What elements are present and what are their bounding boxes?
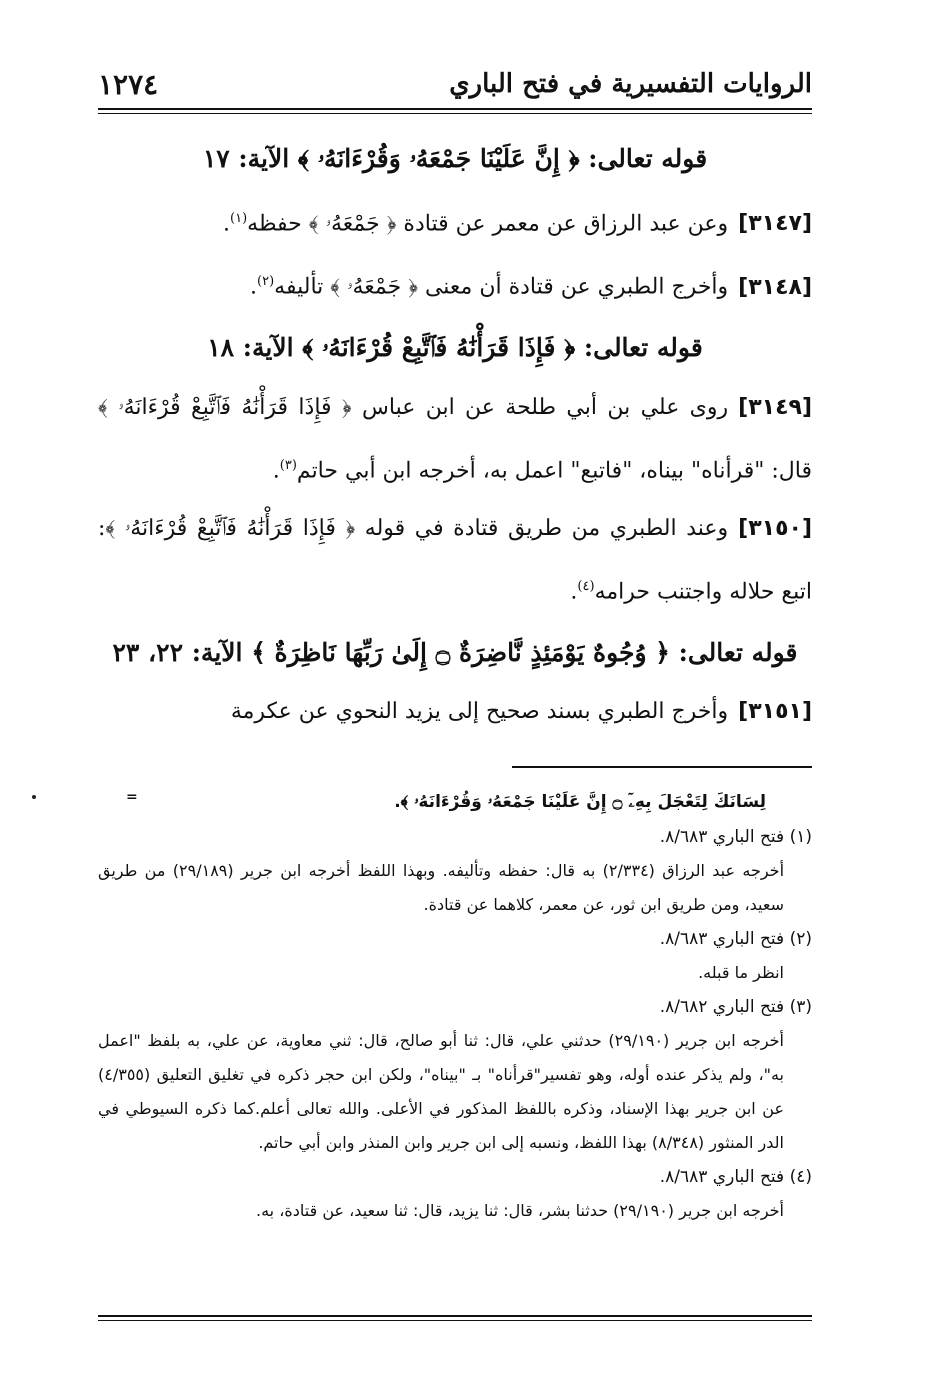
narration: [98, 683, 812, 741]
footnote-ref[interactable]: (٢): [257, 274, 275, 290]
narration-number: [٣١٥٠]: [738, 515, 812, 541]
narration-text: روى علي بن أبي طلحة عن ابن عباس ﴿ فَإِذَا قَرَأْنَٰهُ فَٱتَّبِعْ قُرْءَانَهُۥ ﴾ قال: "قرأناه" بيناه، "فاتبع" اعمل به، أخرجه ابن أبي حاتم: [98, 394, 812, 483]
footnotes: [98, 784, 812, 1228]
footnote-ayah-continuation: لِسَانَكَ لِتَعْجَلَ بِهِۦٓ ۝ إِنَّ عَلَيْنَا جَمْعَهُۥ وَقُرْءَانَهُۥ ﴾.: [394, 792, 766, 812]
footnote-source: (٤) فتح الباري ٨/٦٨٣.: [659, 1167, 812, 1187]
footnote-ref[interactable]: (١): [230, 211, 248, 226]
section-heading: قوله تعالى: ﴿ فَإِذَا قَرَأْنَٰهُ فَٱتَّبِعْ قُرْءَانَهُۥ ﴾ الآية: ١٨: [207, 332, 703, 362]
narration: [98, 190, 812, 253]
narration: [98, 253, 812, 316]
main-text: [98, 128, 812, 741]
footnote-ref[interactable]: (٣): [279, 457, 297, 473]
footer-rule: [98, 1315, 812, 1321]
narration: [98, 500, 812, 621]
footnote-text: انظر ما قبله.: [698, 963, 784, 982]
narration-number: [٣١٤٩]: [738, 394, 812, 420]
page-number: ١٢٧٤: [98, 67, 159, 101]
footnote-source: (٣) فتح الباري ٨/٦٨٢.: [659, 997, 812, 1017]
footnote-source: (٢) فتح الباري ٨/٦٨٣.: [659, 929, 812, 949]
narration-text: وعند الطبري من طريق قتادة في قوله ﴿ فَإِذَا قَرَأْنَٰهُ فَٱتَّبِعْ قُرْءَانَهُۥ ﴾: اتبع حلاله واجتنب حرامه: [98, 515, 812, 605]
narration-end: .: [223, 211, 231, 237]
narration: [98, 379, 812, 500]
running-header: [98, 62, 812, 106]
footnote-text: أخرجه عبد الرزاق (٢/٣٣٤) به قال: حفظه وتأليفه. وبهذا اللفظ أخرجه ابن جرير (٢٩/١٨٩) من طريق سعيد، ومن طريق ابن ثور، عن معمر، كلاهما عن قتادة.: [98, 861, 785, 914]
narration-text: وعن عبد الرزاق عن معمر عن قتادة ﴿ جَمْعَهُۥ ﴾ حفظه: [247, 211, 729, 237]
footnote-separator: [512, 766, 812, 768]
narration-number: [٣١٤٨]: [738, 274, 812, 300]
footnote-ref[interactable]: (٤): [577, 578, 595, 594]
narration-end: .: [272, 457, 280, 483]
narration-text: وأخرج الطبري عن قتادة أن معنى ﴿ جَمْعَهُۥ ﴾ تأليفه: [274, 274, 729, 300]
footnote-text: أخرجه ابن جرير (٢٩/١٩٠) حدثني علي، قال: ثنا أبو صالح، قال: ثني معاوية، عن علي، به بلفظ "اعمل به"، ولم يذكر عنده أوله، وهو تفسير"قرأناه" بـ "بيناه"، ولكن ابن حجر ذكره في تغليق التعليق (٤/٣٥٥) عن ابن جرير بهذا الإسناد، وذكره باللفظ المذكور في الأعلى. والله تعالى أعلم.كما ذكره السيوطي في الدر المنثور (٨/٣٤٨) بهذا اللفظ، ونسبه إلى ابن جرير وابن المنذر وابن أبي حاتم.: [98, 1031, 784, 1152]
margin-dot: [32, 795, 36, 799]
continuation-mark: =: [126, 789, 138, 805]
header-rule: [98, 108, 812, 114]
section-heading: قوله تعالى: ﴿ وُجُوهٌ يَوْمَئِذٍ نَّاضِرَةٌ ۝ إِلَىٰ رَبِّهَا نَاظِرَةٌ ﴾ الآية: ٢٢، ٢٣: [112, 637, 798, 667]
book-title: الروايات التفسيرية في فتح الباري: [449, 69, 812, 99]
narration-end: .: [250, 274, 258, 300]
narration-end: .: [570, 579, 578, 605]
footnote-source: (١) فتح الباري ٨/٦٨٣.: [659, 827, 812, 847]
narration-number: [٣١٤٧]: [738, 211, 812, 237]
narration-number: [٣١٥١]: [738, 699, 812, 725]
section-heading: قوله تعالى: ﴿ إِنَّ عَلَيْنَا جَمْعَهُۥ وَقُرْءَانَهُۥ ﴾ الآية: ١٧: [202, 144, 708, 173]
narration-text: وأخرج الطبري بسند صحيح إلى يزيد النحوي عن عكرمة: [230, 699, 729, 725]
footnote-text: أخرجه ابن جرير (٢٩/١٩٠) حدثنا بشر، قال: ثنا يزيد، قال: ثنا سعيد، عن قتادة، به.: [256, 1201, 784, 1220]
